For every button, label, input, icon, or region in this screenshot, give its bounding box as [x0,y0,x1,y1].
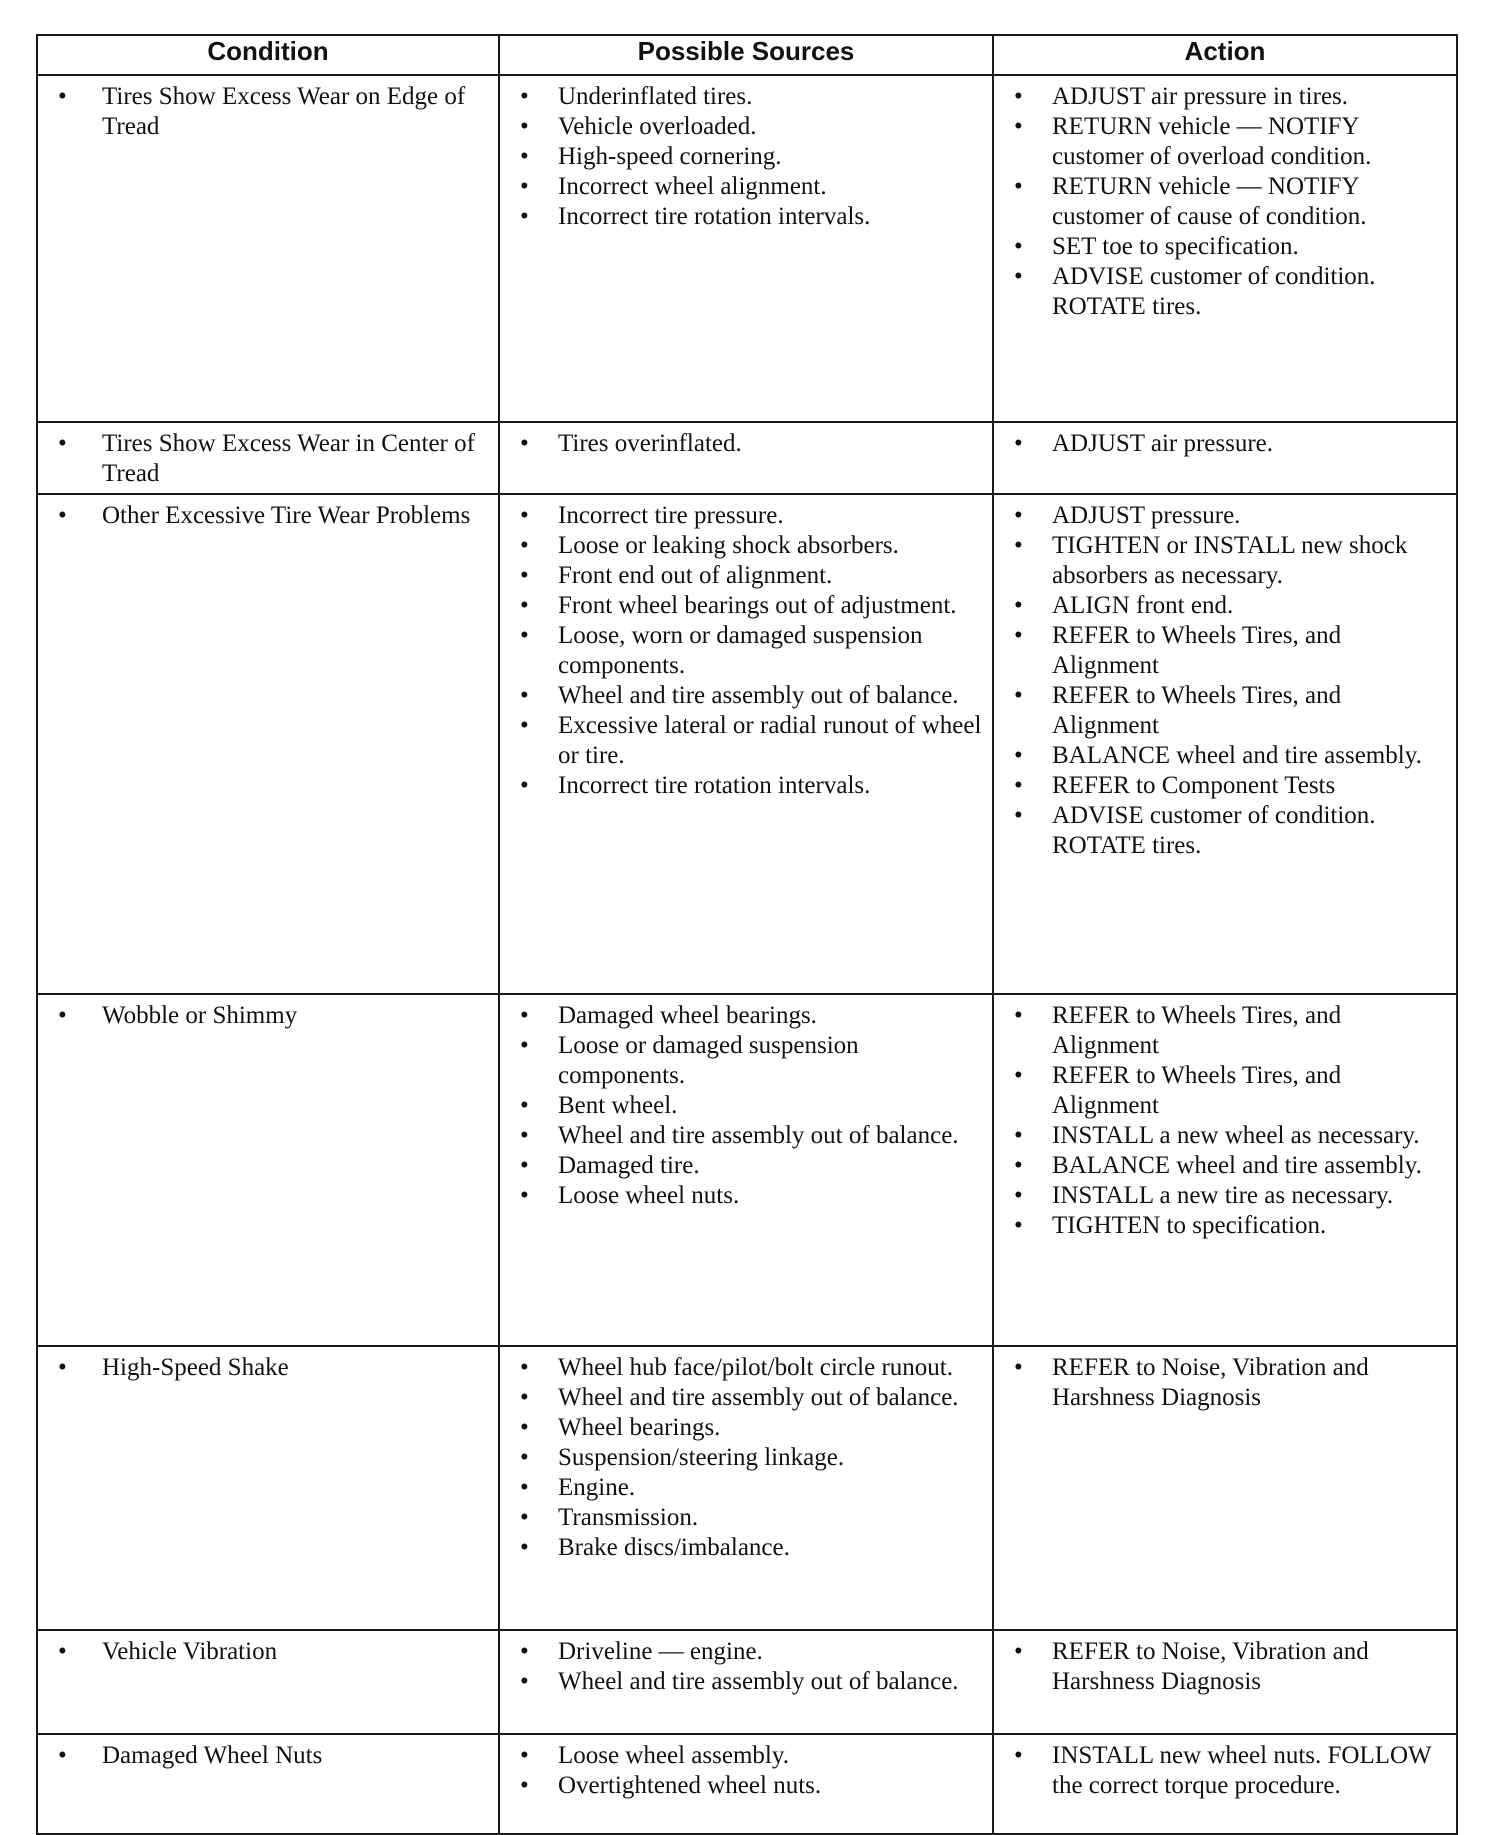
possible-sources-cell [499,422,993,494]
bullet-icon: • [1014,1182,1023,1209]
action-cell [993,1630,1457,1734]
bullet-icon: • [1014,173,1023,200]
bullet-icon: • [1014,430,1023,457]
bullet-icon: • [520,1152,529,1179]
bullet-item [508,1151,984,1181]
bullet-item [1002,1121,1448,1151]
bullet-item [508,1503,984,1533]
source-item-text: Loose or damaged suspension components. [558,1032,859,1089]
bullet-item [1002,1741,1448,1801]
source-item-text: Bent wheel. [558,1092,678,1119]
bullet-item [1002,1001,1448,1061]
source-item-text: Underinflated tires. [558,83,753,110]
bullet-item [508,1771,984,1801]
condition-text: Tires Show Excess Wear in Center of Tread [102,430,475,487]
source-item-text: Transmission. [558,1504,699,1531]
bullet-item [1002,501,1448,531]
header-possible-sources: Possible Sources [499,35,993,75]
bullet-icon: • [520,1032,529,1059]
bullet-item [508,1667,984,1697]
action-item-text: TIGHTEN or INSTALL new shock absorbers as necessary. [1052,532,1408,589]
bullet-item [46,1637,490,1667]
action-item-text: ADVISE customer of condition. ROTATE tires. [1052,802,1376,859]
action-cell [993,1346,1457,1630]
possible-sources-cell [499,1630,993,1734]
source-item-text: Damaged tire. [558,1152,700,1179]
action-item-text: REFER to Wheels Tires, and Alignment [1052,682,1342,739]
condition-text: Damaged Wheel Nuts [102,1742,323,1769]
bullet-item [1002,621,1448,681]
bullet-item [508,1443,984,1473]
bullet-item [1002,172,1448,232]
bullet-item [508,501,984,531]
action-item-text: ADJUST air pressure in tires. [1052,83,1349,110]
action-item-text: RETURN vehicle — NOTIFY customer of cause of condition. [1052,173,1367,230]
action-item-text: BALANCE wheel and tire assembly. [1052,742,1422,769]
bullet-icon: • [520,1092,529,1119]
bullet-item [508,1741,984,1771]
action-item-text: REFER to Wheels Tires, and Alignment [1052,1062,1342,1119]
action-item-text: TIGHTEN to specification. [1052,1212,1327,1239]
bullet-icon: • [520,772,529,799]
bullet-item [508,1473,984,1503]
source-item-text: Overtightened wheel nuts. [558,1772,822,1799]
bullet-item [508,711,984,771]
source-item-text: Front wheel bearings out of adjustment. [558,592,957,619]
bullet-icon: • [520,1354,529,1381]
bullet-icon: • [1014,1354,1023,1381]
action-cell [993,994,1457,1346]
action-cell [993,422,1457,494]
source-item-text: Wheel and tire assembly out of balance. [558,1384,959,1411]
bullet-icon: • [1014,1742,1023,1769]
bullet-icon: • [1014,1062,1023,1089]
bullet-icon: • [1014,622,1023,649]
bullet-item [1002,801,1448,861]
table-row [37,422,1457,494]
action-item-text: INSTALL new wheel nuts. FOLLOW the correct torque procedure. [1052,1742,1432,1799]
source-item-text: Suspension/steering linkage. [558,1444,845,1471]
bullet-item [508,142,984,172]
action-item-text: INSTALL a new wheel as necessary. [1052,1122,1420,1149]
bullet-icon: • [58,1354,67,1381]
bullet-icon: • [1014,1638,1023,1665]
source-item-text: Incorrect tire rotation intervals. [558,203,871,230]
condition-text: Other Excessive Tire Wear Problems [102,502,471,529]
source-item-text: Incorrect wheel alignment. [558,173,827,200]
source-item-text: Loose wheel assembly. [558,1742,789,1769]
bullet-icon: • [520,113,529,140]
possible-sources-cell [499,1346,993,1630]
bullet-item [508,1413,984,1443]
header-condition: Condition [37,35,499,75]
action-item-text: INSTALL a new tire as necessary. [1052,1182,1394,1209]
source-item-text: Loose, worn or damaged suspension components. [558,622,923,679]
bullet-icon: • [1014,802,1023,829]
bullet-item [1002,531,1448,591]
action-item-text: ALIGN front end. [1052,592,1234,619]
action-cell [993,75,1457,422]
bullet-item [508,1001,984,1031]
header-row [37,35,1457,75]
action-item-text: REFER to Noise, Vibration and Harshness Diagnosis [1052,1354,1369,1411]
bullet-item [508,771,984,801]
table-row [37,994,1457,1346]
bullet-item [508,1031,984,1091]
action-cell [993,494,1457,994]
bullet-icon: • [520,1504,529,1531]
source-item-text: Wheel hub face/pilot/bolt circle runout. [558,1354,953,1381]
bullet-item [1002,1211,1448,1241]
bullet-icon: • [520,1474,529,1501]
condition-cell [37,494,499,994]
bullet-icon: • [520,1668,529,1695]
bullet-icon: • [1014,532,1023,559]
diagnosis-table [36,34,1458,1835]
bullet-icon: • [58,83,67,110]
bullet-icon: • [520,622,529,649]
bullet-icon: • [520,1742,529,1769]
table-row [37,75,1457,422]
condition-text: Wobble or Shimmy [102,1002,298,1029]
bullet-item [1002,1151,1448,1181]
bullet-icon: • [520,1414,529,1441]
bullet-item [1002,741,1448,771]
source-item-text: Incorrect tire rotation intervals. [558,772,871,799]
table-row [37,1346,1457,1630]
bullet-icon: • [520,502,529,529]
bullet-icon: • [1014,1212,1023,1239]
table-body [37,75,1457,1834]
bullet-item [1002,112,1448,172]
condition-text: Vehicle Vibration [102,1638,278,1665]
action-item-text: BALANCE wheel and tire assembly. [1052,1152,1422,1179]
bullet-icon: • [1014,742,1023,769]
action-item-text: REFER to Noise, Vibration and Harshness Diagnosis [1052,1638,1369,1695]
bullet-item [46,1741,490,1771]
condition-cell [37,75,499,422]
action-item-text: REFER to Component Tests [1052,772,1336,799]
bullet-item [508,1181,984,1211]
action-item-text: REFER to Wheels Tires, and Alignment [1052,622,1342,679]
condition-cell [37,422,499,494]
bullet-item [1002,1061,1448,1121]
bullet-item [46,1001,490,1031]
bullet-icon: • [58,502,67,529]
bullet-icon: • [1014,113,1023,140]
source-item-text: Vehicle overloaded. [558,113,757,140]
bullet-item [1002,1181,1448,1211]
bullet-item [46,82,490,142]
bullet-item [508,1383,984,1413]
condition-cell [37,1734,499,1834]
action-item-text: ADJUST air pressure. [1052,430,1274,457]
bullet-item [1002,262,1448,322]
action-item-text: SET toe to specification. [1052,233,1299,260]
source-item-text: Damaged wheel bearings. [558,1002,817,1029]
action-item-text: ADVISE customer of condition. ROTATE tires. [1052,263,1376,320]
bullet-icon: • [520,592,529,619]
bullet-icon: • [1014,772,1023,799]
action-item-text: ADJUST pressure. [1052,502,1241,529]
source-item-text: Loose or leaking shock absorbers. [558,532,899,559]
action-item-text: REFER to Wheels Tires, and Alignment [1052,1002,1342,1059]
bullet-item [46,429,490,489]
bullet-icon: • [1014,1002,1023,1029]
bullet-item [1002,232,1448,262]
bullet-item [508,172,984,202]
source-item-text: Wheel bearings. [558,1414,721,1441]
bullet-icon: • [520,562,529,589]
bullet-item [1002,1637,1448,1697]
possible-sources-cell [499,75,993,422]
bullet-icon: • [58,1638,67,1665]
bullet-icon: • [520,1444,529,1471]
bullet-item [508,531,984,561]
source-item-text: Wheel and tire assembly out of balance. [558,1668,959,1695]
condition-text: High-Speed Shake [102,1354,289,1381]
bullet-icon: • [520,1002,529,1029]
bullet-item [1002,82,1448,112]
source-item-text: Loose wheel nuts. [558,1182,740,1209]
bullet-icon: • [1014,592,1023,619]
action-item-text: RETURN vehicle — NOTIFY customer of overload condition. [1052,113,1372,170]
bullet-icon: • [520,532,529,559]
header-action: Action [993,35,1457,75]
bullet-item [508,621,984,681]
bullet-icon: • [520,1638,529,1665]
bullet-icon: • [520,430,529,457]
bullet-icon: • [1014,1122,1023,1149]
bullet-icon: • [520,1122,529,1149]
source-item-text: High-speed cornering. [558,143,782,170]
bullet-icon: • [520,83,529,110]
bullet-item [1002,591,1448,621]
bullet-icon: • [520,143,529,170]
bullet-icon: • [1014,83,1023,110]
bullet-icon: • [520,682,529,709]
bullet-icon: • [520,712,529,739]
possible-sources-cell [499,1734,993,1834]
bullet-icon: • [1014,682,1023,709]
bullet-item [508,202,984,232]
table-row [37,494,1457,994]
bullet-item [508,112,984,142]
table-row [37,1630,1457,1734]
bullet-icon: • [1014,1152,1023,1179]
bullet-icon: • [58,1742,67,1769]
bullet-icon: • [520,1384,529,1411]
table-row [37,1734,1457,1834]
bullet-item [1002,1353,1448,1413]
condition-cell [37,1630,499,1734]
bullet-item [508,1533,984,1563]
source-item-text: Tires overinflated. [558,430,742,457]
bullet-item [46,501,490,531]
bullet-item [508,1637,984,1667]
bullet-icon: • [58,1002,67,1029]
bullet-icon: • [520,1534,529,1561]
bullet-icon: • [1014,263,1023,290]
bullet-item [508,429,984,459]
bullet-item [46,1353,490,1383]
source-item-text: Brake discs/imbalance. [558,1534,790,1561]
source-item-text: Front end out of alignment. [558,562,833,589]
bullet-item [1002,429,1448,459]
bullet-icon: • [1014,502,1023,529]
bullet-item [508,561,984,591]
bullet-item [508,681,984,711]
action-cell [993,1734,1457,1834]
bullet-icon: • [520,203,529,230]
bullet-item [508,1121,984,1151]
bullet-icon: • [58,430,67,457]
condition-text: Tires Show Excess Wear on Edge of Tread [102,83,466,140]
possible-sources-cell [499,494,993,994]
condition-cell [37,994,499,1346]
condition-cell [37,1346,499,1630]
possible-sources-cell [499,994,993,1346]
source-item-text: Excessive lateral or radial runout of wheel or tire. [558,712,982,769]
source-item-text: Wheel and tire assembly out of balance. [558,682,959,709]
bullet-item [508,1353,984,1383]
bullet-item [1002,771,1448,801]
bullet-icon: • [520,173,529,200]
source-item-text: Driveline — engine. [558,1638,763,1665]
source-item-text: Incorrect tire pressure. [558,502,784,529]
bullet-icon: • [520,1772,529,1799]
bullet-item [508,1091,984,1121]
bullet-item [508,591,984,621]
source-item-text: Wheel and tire assembly out of balance. [558,1122,959,1149]
bullet-icon: • [1014,233,1023,260]
bullet-item [1002,681,1448,741]
source-item-text: Engine. [558,1474,636,1501]
bullet-icon: • [520,1182,529,1209]
bullet-item [508,82,984,112]
